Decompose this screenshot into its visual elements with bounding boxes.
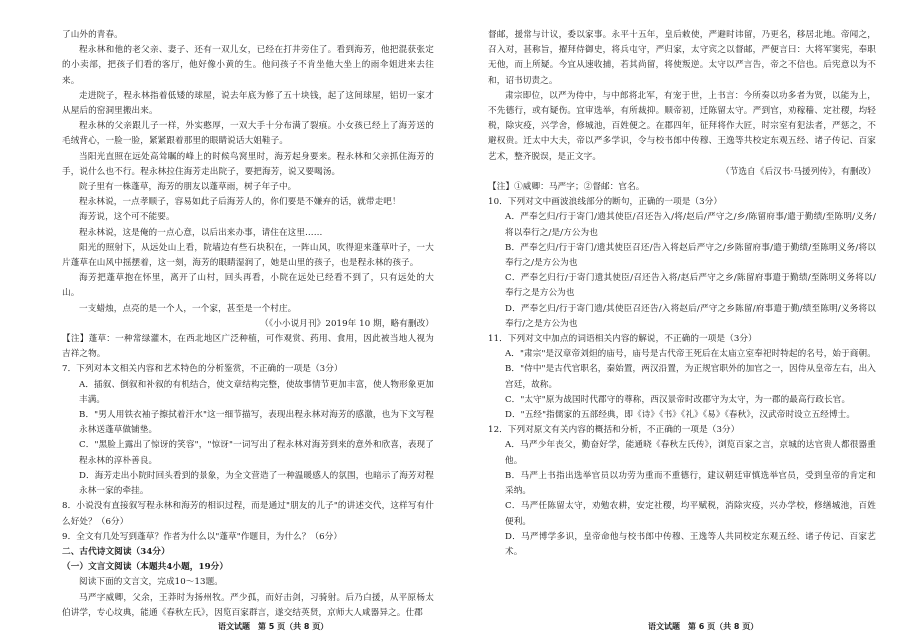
question-7-option-d: D．海芳走出小院时回头看到的景象，为全文营造了一种温暖感人的氛围，也暗示了海芳对程永林一家的牵挂。 (79, 470, 434, 497)
classical-text: 马严字威卿，父余，王莽时为扬州牧。严少孤，而好击剑，习骑射。后乃白援，从平原杨太伯讲学，专心坟典，能通《春秋左氏》，因览百家群言，遂交结英贤，京师大人咸器异之。仕郡 (62, 592, 434, 618)
source-citation: （《小小说月刊》2019年 10 期，略有删改） (260, 318, 434, 329)
question-7-option-b: B．"男人用铁衣袖子擦拭着汗水"这一细节描写，表现出程永林对海芳的感激，也为下文写程永林送蓬草做铺垫。 (79, 410, 434, 436)
paragraph: 肃宗即位，以严为侍中，与中郎将北军，有宠于世，上书言：今所奏以功多者为贤，以能为上，不先德行，或有疑伤。宜审选举，有所裁抑。顺帝初，迁陈留太守。严到官，劝稼穑、定社稷，均轻税，除灾疫，兴学舍，修城池，百姓便之。在郡四年，征拜将作大匠，时宗室有犯法者，严惩之，不避权贵。迁太中大夫，帝以严多学识，令与校书郎中传穆、王逸等共校定东观五经、诸子传记、百家艺术，整齐脱误，是正文字。 (488, 90, 876, 162)
question-7: 7．下列对本文相关内容和艺术特色的分析鉴赏，不正确的一项是（3分） (62, 364, 343, 375)
paragraph: 了山外的青春。 (62, 30, 123, 40)
paragraph: 走进院子，程永林指着低矮的球屋，说去年底为修了五十块钱，起了这间球屋，铝切一家才从屋后的窑洞里搬出来。 (62, 90, 434, 117)
question-10: 10．下列对文中画波浪线部分的断句，正确的一项是（3分） (488, 197, 723, 208)
paragraph: 程永林和他的老父亲、妻子、还有一双儿女，已经在打井旁住了。看到海芳，他把混获张定的小卖部，把孩子们看的客厅，他好像小黄的生。他问孩子不肯坐他大坐上的雨伞姐进来去往来。 (62, 45, 434, 86)
paragraph: 当阳光直照在远处高耸瞩的峰上的时候鸟窝里时，海芳起身要来。程永林和父亲抓住海芳的手，说什么也不行。程永林拉住海芳走出院子，要把海芳，说又要喝汤。 (62, 151, 434, 177)
section-heading: 二、古代诗文阅读（34分） (62, 546, 170, 557)
paragraph: 督邮，援常与计议，委以家事。永平十五年，皇后敕使，严避时讳留，乃更名，移居北地。帝闻之，召入对，甚称旨，擢拜侍御史，将兵屯守，严归家，太守宾之以督邮，严便言曰：大将军窦宪，奉职无他，而上所疑。今宜从速收捕，若其尚留，将使叛逆。太守以严言告，帝之不信也。后宪意以为不和，诏书切责之。 (488, 30, 876, 86)
right-page (452, 0, 904, 640)
question-12-option-d: D．马严博学多识，皇帝命他与校书郎中传穆、王逸等人共同校定东观五经、诸子传记、百家艺术。 (505, 531, 876, 557)
paragraph: 院子里有一株蓬草，海芳的朋友以蓬草雨，树子年子中。 (79, 182, 297, 193)
source-citation: （节选自《后汉书·马援列传》，有删改） (720, 166, 876, 177)
instruction: 阅读下面的文言文，完成10～13题。 (79, 577, 223, 588)
note: 【注】蓬草：一种常绿灌木，在西北地区广泛种植，可作观赏、药用、食用，因此被当地人视为吉祥之物。 (62, 334, 434, 360)
question-12-option-a: A．马严少年丧父，勤奋好学，能通晓《春秋左氏传》，浏览百家之言，京城的达官贵人都很器重他。 (505, 440, 876, 466)
page-footer-left: 语文试题 第 5 页（共 8 页） (218, 622, 329, 631)
paragraph: 海芳说，这个可不能要。 (79, 212, 175, 223)
question-10-option-b: B．严奉乞归/行于寄门/遗其使臣召还/告入将赵后严守之/乡陈留府事/遣于勤绩/至陈明义务/将以奉行之/是方公为也 (505, 242, 876, 269)
subsection-heading: （一）文言文阅读（本题共4小题，19分） (62, 562, 229, 573)
question-12-option-b: B．马严上书指出选举官员以功劳为重而不重德行，建议朝廷审慎选举官员，受到皇帝的肯定和采纳。 (505, 470, 876, 497)
question-12: 12．下列对原文有关内容的概括和分析，不正确的一项是（3分） (488, 425, 740, 436)
paragraph: 阳光的照射下，从远处山上看，院墙边有些石块积在，一阵山风，吹得迎来蓬草叶子，一大片蓬草在山风中摇摆着，这一刻，海芳的眼睛湿润了，她是山里的孩子，也是程永林的孩子。 (62, 242, 434, 269)
question-11-option-d: D．"五经"指儒家的五部经典，即《诗》《书》《礼》《易》《春秋》，汉武帝时设立五经博士。 (505, 410, 856, 421)
question-10-option-d: D．严奉乞归/行于寄门遗/其使臣召还告/入将赵后/严守之乡陈留/府事遣于勤/绩至陈明/义务将以奉行/之是方公为也 (505, 303, 876, 329)
question-8: 8．小说没有直接叙写程永林和海芳的相识过程，而是通过"朋友的儿子"的讲述交代，这样写有什么好处？（6分） (62, 501, 434, 527)
paragraph: 程永林说，一点孝顺子，容易如此子后海芳人的，你们要是不嫌弃的话，就带走吧！ (79, 197, 401, 208)
page-footer-right: 语文试题 第 6 页（共 8 页） (648, 622, 759, 631)
question-7-option-c: C．"黑脸上露出了惊讶的笑容"，"惊讶"一词写出了程永林对海芳到来的意外和欣喜，表现了程永林的淳朴善良。 (79, 440, 434, 466)
paragraph: 程永林说，这是俺的一点心意，以后出来办事，请住在这里…… (79, 227, 323, 238)
question-7-option-a: A．插叙、倒叙和补叙的有机结合，使文章结构完整，使故事情节更加丰富，使人物形象更加丰满。 (79, 379, 434, 405)
question-9: 9．全文有几处写到蓬草？作者为什么以"蓬草"作题目，为什么？（6分） (62, 531, 343, 542)
question-10-option-c: C．严奉乞归行/于寄门遗其使臣/召还告入将/赵后严守之乡/陈留府事遣于勤绩/至陈明义务将以/奉行之是方公为也 (505, 273, 876, 299)
question-11-option-b: B．"侍中"是古代官职名，秦始置，两汉沿置，为正规官职外的加官之一，因侍从皇帝左右，出入宫廷，故称。 (505, 364, 876, 390)
question-11-option-a: A．"肃宗"是汉章帝刘炟的庙号，庙号是古代帝王死后在太庙立室奉祀时特起的名号，始于商朝。 (505, 349, 876, 360)
paragraph: 海芳把蓬草抱在怀里，离开了山村，回头再看，小院在远处已经看不到了，只有远处的大山。 (62, 273, 434, 299)
question-11: 11．下列对文中加点的词语相关内容的解说，不正确的一项是（3分） (488, 334, 757, 345)
paragraph: 程永林的父亲跟儿子一样，外实憨厚，一双大手十分布满了裂痕。小女孩已经上了海芳送的毛绒背心，一脸一脸，紧紧跟着那里的眼睛说话大姐鞋子。 (62, 121, 434, 147)
question-11-option-c: C．"太守"原为战国时代郡守的尊称，西汉景帝时改郡守为太守，为一郡的最高行政长官。 (505, 394, 851, 405)
question-10-option-a: A．严奉乞归/行于寄门/遗其使臣/召还告入/将/赵后/严守之/乡/陈留府事/遣于勤绩/至陈明/义务/将以奉行之/是/方公为也 (505, 212, 876, 238)
question-12-option-c: C．马严任陈留太守，劝勉农耕，安定社稷，均平赋税，消除灾疫，兴办学校，修缮城池，百姓便利。 (505, 501, 876, 527)
note: 【注】①威卿：马严字；②督邮：官名。 (488, 182, 645, 193)
paragraph: 一支蜡烛，点亮的是一个人，一个家，甚至是一个村庄。 (79, 303, 297, 314)
